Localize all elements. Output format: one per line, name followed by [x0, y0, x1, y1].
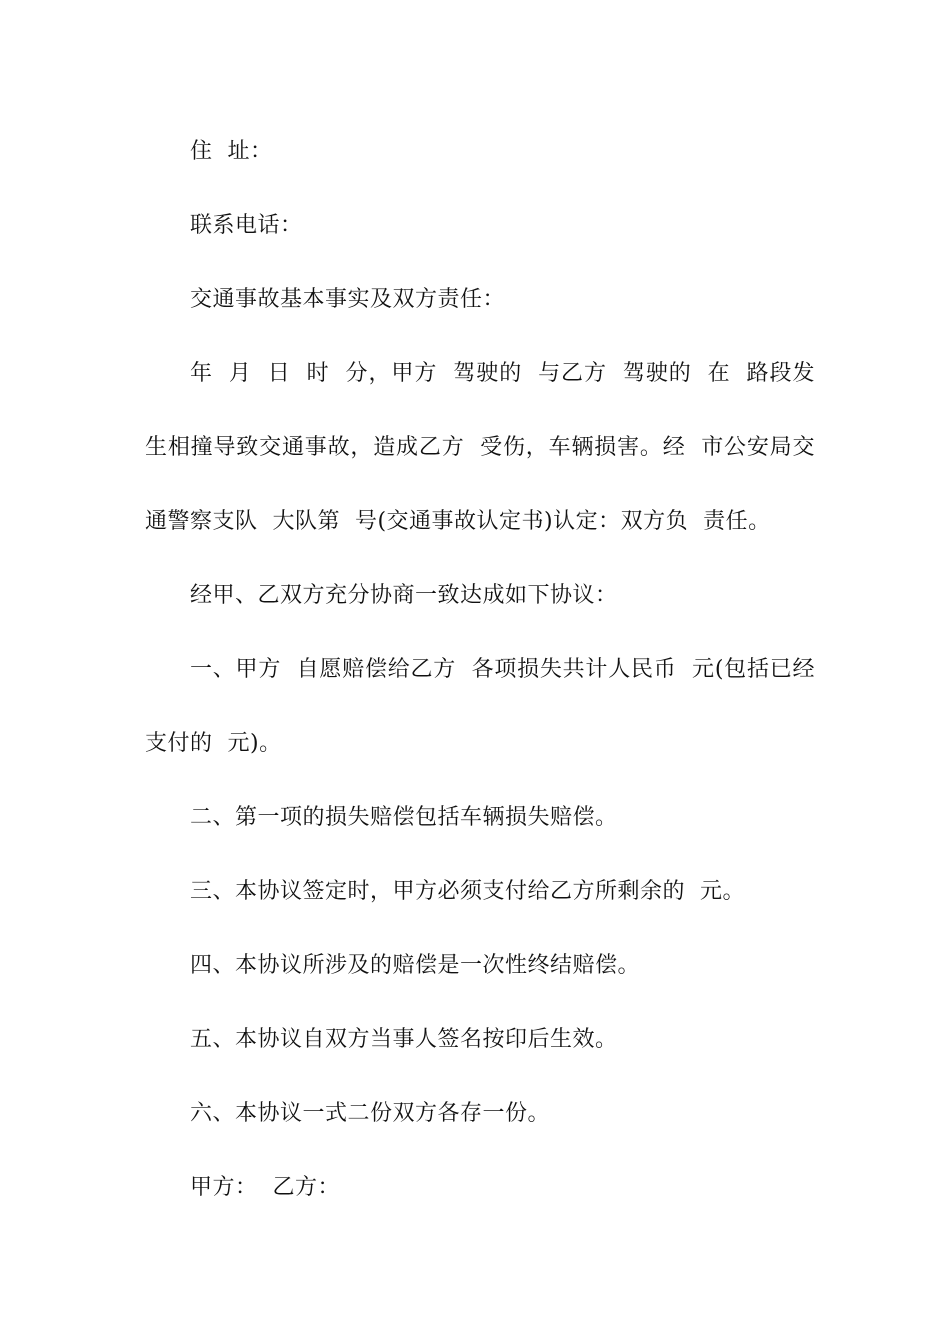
agreement-intro: 经甲、乙双方充分协商一致达成如下协议： — [190, 583, 618, 608]
clause-5: 五、本协议自双方当事人签名按印后生效。 — [190, 1027, 618, 1052]
phone-line: 联系电话： — [190, 213, 303, 238]
signature-line: 甲方： 乙方： — [190, 1175, 340, 1200]
clause-6: 六、本协议一式二份双方各存一份。 — [190, 1101, 551, 1126]
clause-1: 一、甲方 自愿赔偿给乙方 各项损失共计人民币 元(包括已经支付的 元)。 — [145, 657, 815, 756]
clause-2: 二、第一项的损失赔偿包括车辆损失赔偿。 — [190, 805, 618, 830]
clause-4: 四、本协议所涉及的赔偿是一次性终结赔偿。 — [190, 953, 641, 978]
accident-facts-paragraph: 年 月 日 时 分，甲方 驾驶的 与乙方 驾驶的 在 路段发生相撞导致交通事故，造成乙方 受伤，车辆损害。经 市公安局交通警察支队 大队第 号(交通事故认定书)认定：双方负 责任。 — [145, 361, 815, 534]
clause-3: 三、本协议签定时，甲方必须支付给乙方所剩余的 元。 — [190, 879, 745, 904]
address-line: 住 址： — [190, 139, 273, 164]
section-heading-facts: 交通事故基本事实及双方责任： — [190, 287, 506, 312]
